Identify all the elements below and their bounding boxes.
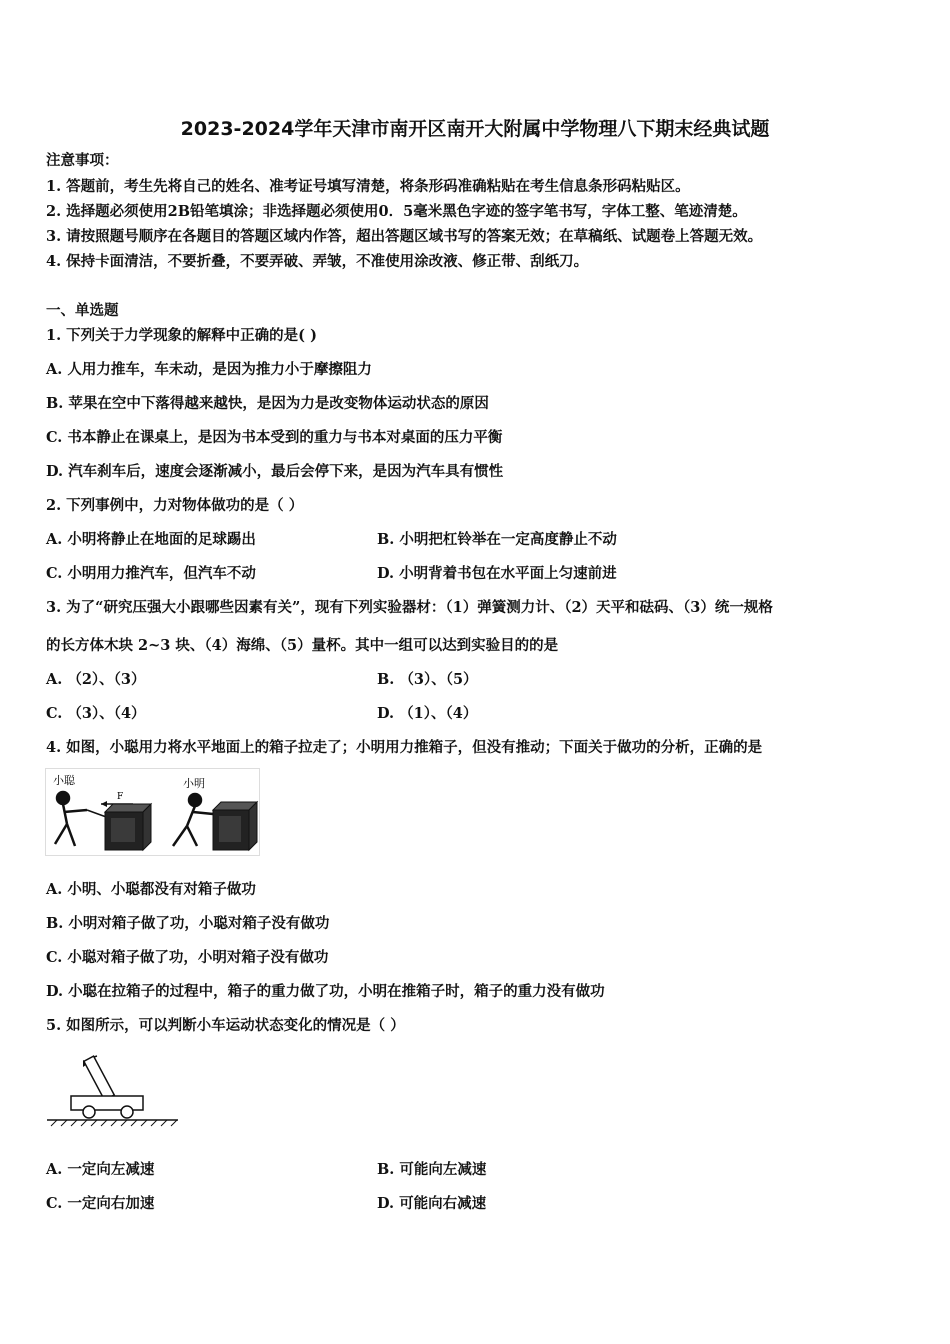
ground-hatch xyxy=(51,1120,177,1126)
q4-option-b: B. 小明对箱子做了功，小聪对箱子没有做功 xyxy=(46,915,330,932)
boy-pulling-icon xyxy=(55,792,87,846)
q5-figure xyxy=(45,1050,180,1128)
q4-fig-label-right: 小明 xyxy=(183,777,205,790)
q3-stem-line1: 3. 为了“研究压强大小跟哪些因素有关”，现有下列实验器材：（1）弹簧测力计、（2）天平和砝码、（3）统一规格 xyxy=(46,599,773,616)
q4-figure xyxy=(45,768,260,856)
page-title: 2023-2024学年天津市南开区南开大附属中学物理八下期末经典试题 xyxy=(180,118,770,140)
q1-option-d: D. 汽车刹车后，速度会逐渐减小，最后会停下来，是因为汽车具有惯性 xyxy=(46,463,504,480)
q3-stem-line2: 的长方体木块 2~3 块、（4）海绵、（5）量杯。其中一组可以达到实验目的的是 xyxy=(46,637,559,654)
q1-option-c: C. 书本静止在课桌上，是因为书本受到的重力与书本对桌面的压力平衡 xyxy=(46,429,503,446)
q3-option-b: B. （3）、（5） xyxy=(377,671,478,688)
q2-option-b: B. 小明把杠铃举在一定高度静止不动 xyxy=(377,531,617,548)
q3-option-c: C. （3）、（4） xyxy=(46,705,146,722)
q1-stem: 1. 下列关于力学现象的解释中正确的是( ) xyxy=(46,327,317,344)
q3-option-d: D. （1）、（4） xyxy=(377,705,478,722)
boy-pushing-icon xyxy=(173,794,213,846)
q4-option-a: A. 小明、小聪都没有对箱子做功 xyxy=(46,881,256,898)
q4-option-c: C. 小聪对箱子做了功，小明对箱子没有做功 xyxy=(46,949,329,966)
q4-option-d: D. 小聪在拉箱子的过程中，箱子的重力做了功，小明在推箱子时，箱子的重力没有做功 xyxy=(46,983,605,1000)
notice-item-4: 4. 保持卡面清洁，不要折叠，不要弄破、弄皱，不准使用涂改液、修正带、刮纸刀。 xyxy=(46,253,589,270)
q1-option-b: B. 苹果在空中下落得越来越快，是因为力是改变物体运动状态的原因 xyxy=(46,395,489,412)
notice-item-1: 1. 答题前，考生先将自己的姓名、准考证号填写清楚，将条形码准确粘贴在考生信息条形码粘贴区。 xyxy=(46,178,690,195)
box-left-icon xyxy=(105,804,151,850)
q5-option-d: D. 可能向右减速 xyxy=(377,1195,487,1212)
notice-item-2: 2. 选择题必须使用2B铅笔填涂；非选择题必须使用0．5毫米黑色字迹的签字笔书写，字体工整、笔迹清楚。 xyxy=(46,203,747,220)
q5-stem: 5. 如图所示，可以判断小车运动状态变化的情况是（ ） xyxy=(46,1017,405,1034)
q4-fig-arrow-label: F xyxy=(117,792,124,802)
notice-heading: 注意事项： xyxy=(46,152,119,169)
notice-item-3: 3. 请按照题号顺序在各题目的答题区域内作答，超出答题区域书写的答案无效；在草稿纸、试题卷上答题无效。 xyxy=(46,228,763,245)
q3-option-a: A. （2）、（3） xyxy=(46,671,146,688)
q1-option-a: A. 人用力推车，车未动，是因为推力小于摩擦阻力 xyxy=(46,361,372,378)
q2-option-a: A. 小明将静止在地面的足球踢出 xyxy=(46,531,256,548)
q5-option-b: B. 可能向左减速 xyxy=(377,1161,487,1178)
q4-fig-label-left: 小聪 xyxy=(53,774,75,787)
q4-stem: 4. 如图，小聪用力将水平地面上的箱子拉走了；小明用力推箱子，但没有推动；下面关于做功的分析，正确的是 xyxy=(46,739,763,756)
q5-option-c: C. 一定向右加速 xyxy=(46,1195,155,1212)
cart-icon xyxy=(71,1096,143,1118)
q2-stem: 2. 下列事例中，力对物体做功的是（ ） xyxy=(46,497,304,514)
box-right-icon xyxy=(213,802,257,850)
q5-option-a: A. 一定向左减速 xyxy=(46,1161,155,1178)
pendulum-rod-icon xyxy=(84,1056,114,1100)
q2-option-c: C. 小明用力推汽车，但汽车不动 xyxy=(46,565,256,582)
q2-option-d: D. 小明背着书包在水平面上匀速前进 xyxy=(377,565,617,582)
section-heading: 一、单选题 xyxy=(46,302,119,319)
